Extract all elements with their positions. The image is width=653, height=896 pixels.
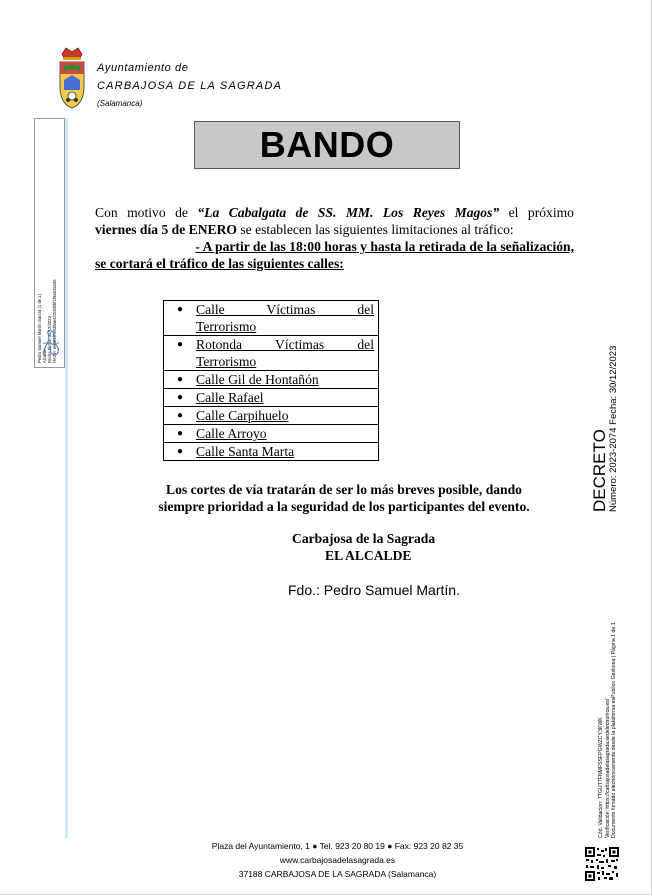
intro-line-2-text: se establecen las siguientes limitaciones al tráfico: bbox=[236, 222, 514, 237]
intro-suffix: el próximo bbox=[499, 205, 574, 220]
stamp-line: Fecha Firma: 30/12/2023 bbox=[47, 316, 52, 363]
bullet-icon: ● bbox=[164, 407, 197, 425]
street-name: Calle Carpihuelo bbox=[196, 407, 379, 425]
signature-place: Carbajosa de la Sagrada bbox=[292, 531, 436, 546]
table-row bbox=[164, 389, 379, 407]
signature-stamp bbox=[34, 118, 65, 368]
street-name-line: Rotonda Víctimas del bbox=[196, 337, 374, 352]
signature-name: Fdo.: Pedro Samuel Martín. bbox=[288, 582, 460, 598]
table-row bbox=[164, 371, 379, 389]
document-title: BANDO bbox=[259, 124, 395, 165]
table-row bbox=[164, 301, 379, 336]
bullet-icon: ● bbox=[164, 389, 197, 407]
decree-label: DECRETO bbox=[590, 429, 609, 512]
verification-line: Documento firmado electrónicamente desde la plataforma esPublico Gestiona | Página 1 de 1 bbox=[611, 622, 617, 838]
restriction-paragraph bbox=[95, 238, 574, 272]
street-name bbox=[196, 336, 379, 371]
stamp-line: HASH: e93e4f768d9ae422c6f0bf1f9a62a436 bbox=[52, 279, 57, 363]
stamp-line: Alcalde bbox=[42, 349, 47, 363]
street-name: Calle Santa Marta bbox=[196, 443, 379, 461]
verification-text bbox=[598, 558, 618, 838]
bullet-icon: ● bbox=[164, 425, 197, 443]
verification-line[interactable]: Verificación: https://carbajosadelasagrada.sedelectronica.es/ bbox=[604, 698, 611, 838]
street-name: Calle Arroyo bbox=[196, 425, 379, 443]
restriction-line-1: - A partir de las 18:00 horas y hasta la retirada de la señalización, bbox=[195, 239, 574, 254]
verification-line: Cód. Validación: 7TGUT7FNMFSSFPGWZCY3KWK bbox=[598, 717, 604, 838]
street-name: Calle Gil de Hontañón bbox=[196, 371, 379, 389]
street-name bbox=[196, 301, 379, 336]
street-name-line: Terrorismo bbox=[196, 319, 257, 334]
intro-line-2 bbox=[95, 221, 574, 238]
table-row bbox=[164, 407, 379, 425]
footer-postal: 37188 CARBAJOSA DE LA SAGRADA (Salamanca) bbox=[238, 869, 437, 879]
street-name-line: Terrorismo bbox=[196, 354, 257, 369]
street-name: Calle Rafael bbox=[196, 389, 379, 407]
intro-line-1 bbox=[95, 204, 574, 221]
table-row bbox=[164, 425, 379, 443]
decree-meta: Número: 2023-2074 Fecha: 30/12/2023 bbox=[608, 345, 619, 512]
intro-paragraph bbox=[95, 204, 574, 238]
bullet-icon: ● bbox=[164, 443, 197, 461]
bullet-icon: ● bbox=[164, 336, 197, 371]
left-margin-rule bbox=[65, 118, 68, 838]
title-box bbox=[194, 121, 460, 169]
streets-table bbox=[163, 300, 379, 461]
closing-line-1: Los cortes de vía tratarán de ser lo más breves posible, dando bbox=[166, 482, 522, 497]
signature-scribble-icon bbox=[40, 324, 62, 360]
closing-paragraph bbox=[134, 481, 554, 515]
bullet-icon: ● bbox=[164, 371, 197, 389]
footer-address: Plaza del Ayuntamiento, 1 ● Tel. 923 20 80 19 ● Fax: 923 20 82 35 bbox=[211, 841, 464, 851]
event-name: “La Cabalgata de SS. MM. Los Reyes Magos” bbox=[197, 205, 500, 220]
municipality-province: (Salamanca) bbox=[97, 99, 143, 108]
closing-line-2: siempre prioridad a la seguridad de los participantes del evento. bbox=[158, 499, 530, 514]
signature-role: EL ALCALDE bbox=[325, 548, 412, 563]
restriction-line-2: se cortará el tráfico de las siguientes calles: bbox=[95, 256, 344, 271]
intro-prefix: Con motivo de bbox=[95, 205, 198, 220]
footer-website[interactable]: www.carbajosadelasagrada.es bbox=[279, 855, 396, 865]
municipality-top: Ayuntamiento de bbox=[97, 62, 189, 74]
street-name-line: Calle Víctimas del bbox=[196, 302, 374, 317]
event-date: viernes día 5 de ENERO bbox=[95, 222, 237, 237]
municipality-name: CARBAJOSA DE LA SAGRADA bbox=[97, 80, 283, 92]
table-row bbox=[164, 443, 379, 461]
bullet-icon: ● bbox=[164, 301, 197, 336]
table-row bbox=[164, 336, 379, 371]
stamp-line: Pedro Samuel Martín García (1 de 1) bbox=[37, 294, 42, 363]
coat-of-arms-icon bbox=[56, 44, 88, 112]
